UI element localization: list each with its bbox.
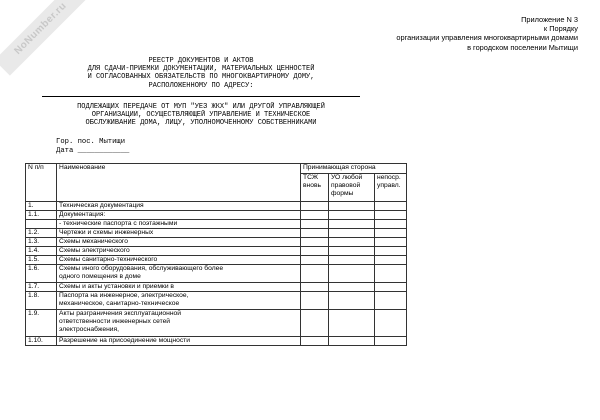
date-label: Дата ____________ (56, 146, 130, 155)
watermark: NoNumber.ru (0, 0, 88, 76)
table-row (26, 256, 407, 265)
table-row (26, 211, 407, 220)
row-name: Схемы иного оборудования, обслуживающего более одного помещения в доме (57, 265, 301, 283)
appendix-note (396, 15, 578, 52)
row-name: Акты разграничения эксплуатационной ответственности инженерных сетей электроснабжения, (57, 310, 301, 337)
col-mo-header: УО любой правовой формы (329, 174, 375, 202)
row-number: 1.3. (26, 238, 57, 247)
col-name-header: Наименование (57, 164, 301, 202)
row-number: 1.10. (26, 337, 57, 346)
subtitle-line: ПОДЛЕЖАЩИХ ПЕРЕДАЧЕ ОТ МУП "УЕЗ ЖКХ" ИЛИ ДРУГОЙ УПРАВЛЯЮЩЕЙ (77, 103, 325, 111)
table-row (26, 283, 407, 292)
row-name: Документация: (57, 211, 301, 220)
table-row (26, 229, 407, 238)
row-number: 1.6. (26, 265, 57, 283)
row-number (26, 220, 57, 229)
table-row (26, 202, 407, 211)
appendix-line: организации управления многоквартирными домами (396, 33, 578, 43)
table-row (26, 238, 407, 247)
row-number: 1.9. (26, 310, 57, 337)
receiving-side-header: Принимающая сторона (301, 164, 407, 174)
title-line: РЕЕСТР ДОКУМЕНТОВ И АКТОВ (148, 57, 254, 65)
row-number: 1.1. (26, 211, 57, 220)
subtitle-line: ОБСЛУЖИВАНИЕ ДОМА, ЛИЦУ, УПОЛНОМОЧЕННОМУ СОБСТВЕННИКАМИ (85, 119, 317, 128)
row-number: 1. (26, 202, 57, 211)
row-name: Чертежи и схемы инженерных (57, 229, 301, 238)
row-number: 1.2. (26, 229, 57, 238)
subtitle-line: ОРГАНИЗАЦИИ, ОСУЩЕСТВЛЯЮЩЕЙ УПРАВЛЕНИЕ И ТЕХНИЧЕСКОЕ (91, 111, 311, 120)
register-subtitle (42, 103, 360, 128)
table-row (26, 310, 407, 337)
row-name: Схемы и акты установки и приемки в (57, 283, 301, 292)
title-line: И СОГЛАСОВАННЫХ ОБЯЗАТЕЛЬСТВ ПО МНОГОКВАРТИРНОМУ ДОМУ, (87, 73, 315, 82)
row-name: Схемы санитарно-технического (57, 256, 301, 265)
row-name: Схемы механического (57, 238, 301, 247)
table-row (26, 265, 407, 283)
address-line-area (42, 96, 360, 101)
table-row (26, 220, 407, 229)
row-name: - технические паспорта с поэтажными (57, 220, 301, 229)
col-number-header: N п/п (26, 164, 57, 202)
table-row (26, 292, 407, 310)
table-row (26, 247, 407, 256)
city-label: Гор. пос. Мытищи (56, 138, 126, 146)
title-line: РАСПОЛОЖЕННОМУ ПО АДРЕСУ: (148, 81, 254, 90)
place-date-block (56, 138, 129, 155)
row-number: 1.8. (26, 292, 57, 310)
table-header-row (26, 164, 407, 174)
row-name: Разрешение на присоединение мощности (57, 337, 301, 346)
title-line: ДЛЯ СДАЧИ-ПРИЕМКИ ДОКУМЕНТАЦИИ, МАТЕРИАЛЬНЫХ ЦЕННОСТЕЙ (87, 65, 315, 74)
appendix-line: в городском поселении Мытищи (467, 42, 578, 52)
register-title (42, 57, 360, 90)
register-table (25, 163, 407, 346)
table-row (26, 337, 407, 346)
appendix-line: Приложение N 3 (521, 15, 578, 24)
col-hoa-header: ТСЖ вновь (301, 174, 329, 202)
appendix-line: к Порядку (543, 24, 578, 34)
row-number: 1.4. (26, 247, 57, 256)
address-blank-line (42, 96, 360, 97)
row-number: 1.5. (26, 256, 57, 265)
row-name: Паспорта на инженерное, электрическое, механическое, санитарно-техническое (57, 292, 301, 310)
row-number: 1.7. (26, 283, 57, 292)
col-direct-header: непоср. управл. (375, 174, 407, 202)
row-name: Схемы электрического (57, 247, 301, 256)
row-name: Техническая документация (57, 202, 301, 211)
